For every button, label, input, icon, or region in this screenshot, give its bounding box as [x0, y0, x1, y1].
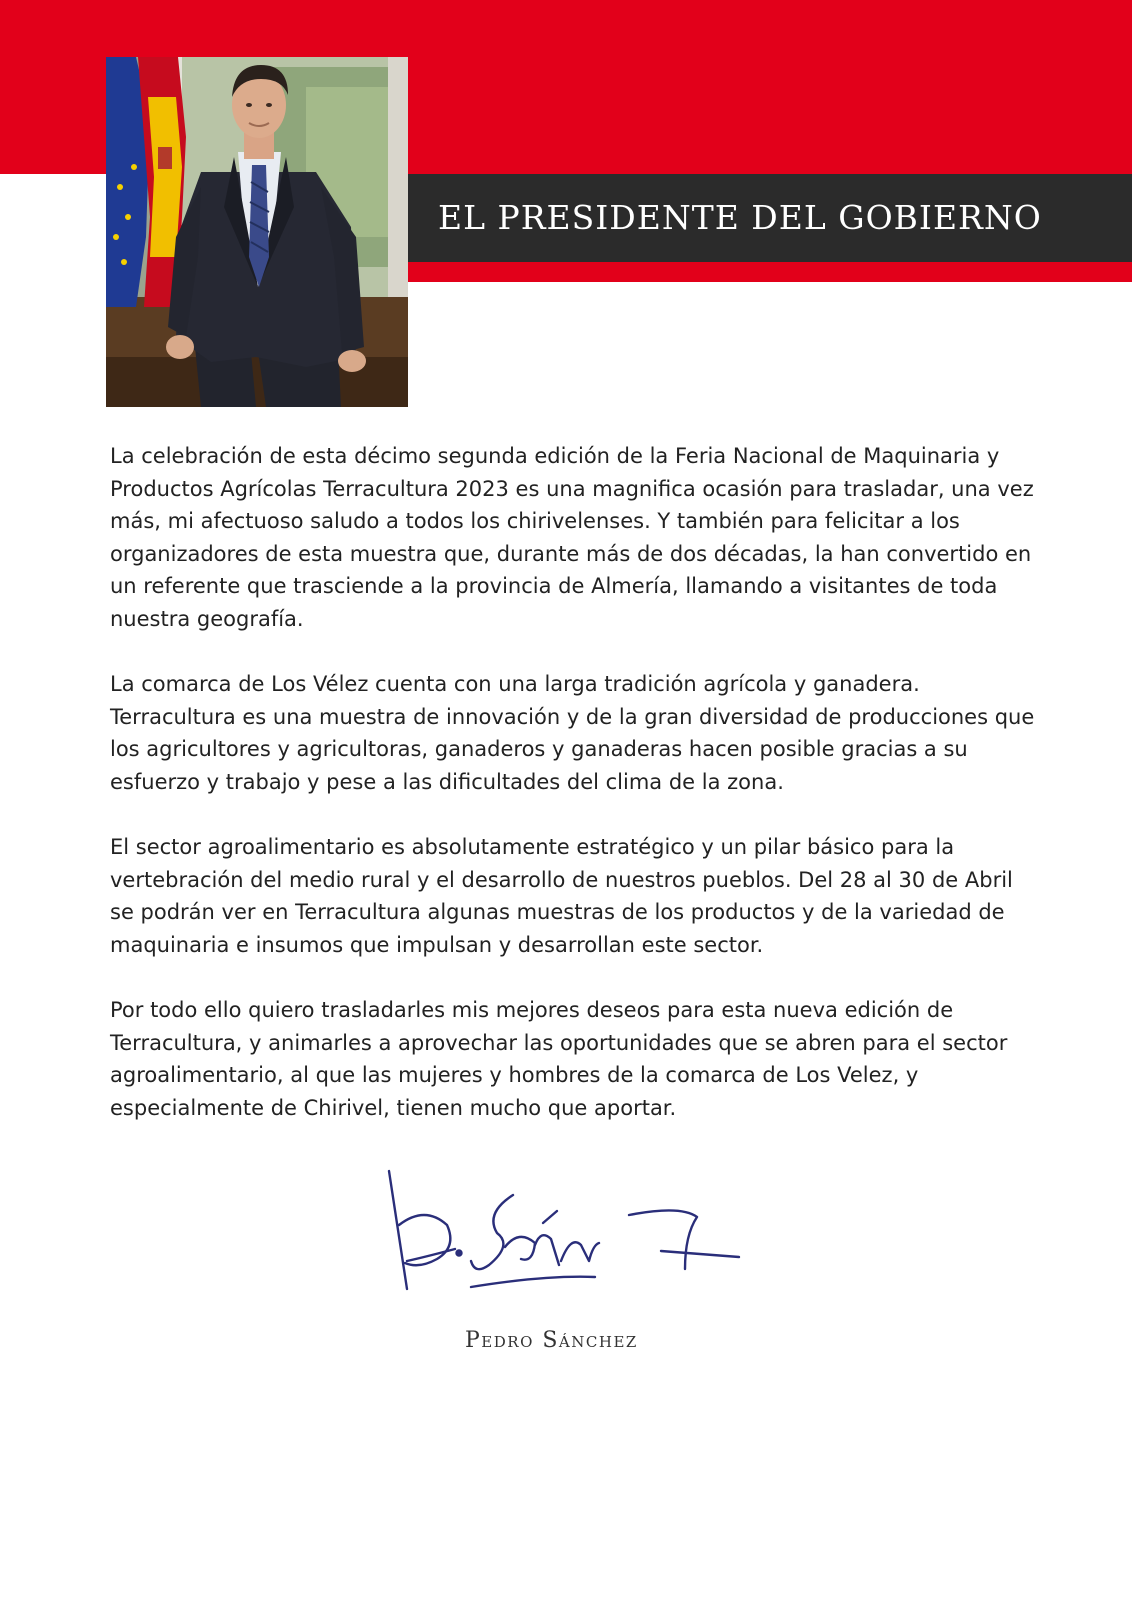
letter-paragraph: Por todo ello quiero trasladarles mis mejores deseos para esta nueva edición de Terracultura, y animarles a aprovechar las oportunidades que se abren para el sector agroalimentario, al que las mujeres y hombres de la comarca de Los Velez, y especialmente de Chirivel, tienen mucho que aportar.	[110, 998, 1008, 1120]
president-portrait	[106, 57, 408, 407]
signer-name: Pedro Sánchez	[465, 1328, 638, 1353]
letter-paragraph: El sector agroalimentario es absolutamente estratégico y un pilar básico para la vertebración del medio rural y el desarrollo de nuestros pueblos. Del 28 al 30 de Abril se podrán ver en Terracultura algunas muestras de los productos y de la variedad de maquinaria e insumos que impulsan y desarrollan este sector.	[110, 835, 1013, 957]
handwritten-signature	[385, 1165, 755, 1319]
page-title: EL PRESIDENTE DEL GOBIERNO	[438, 198, 1042, 237]
letter-paragraph: La celebración de esta décimo segunda edición de la Feria Nacional de Maquinaria y Productos Agrícolas Terracultura 2023 es una magnifica ocasión para trasladar, una vez más, mi afectuoso saludo a todos los chirivelenses. Y también para felicitar a los organizadores de esta muestra que, durante más de dos décadas, la han convertido en un referente que trasciende a la provincia de Almería, llamando a visitantes de toda nuestra geografía.	[110, 444, 1034, 631]
letter-body	[110, 440, 1040, 1157]
letter-paragraph: La comarca de Los Vélez cuenta con una larga tradición agrícola y ganadera. Terracultura es una muestra de innovación y de la gran diversidad de producciones que los agricultores y agricultoras, ganaderos y ganaderas hacen posible gracias a su esfuerzo y trabajo y pese a las dificultades del clima de la zona.	[110, 672, 1035, 794]
